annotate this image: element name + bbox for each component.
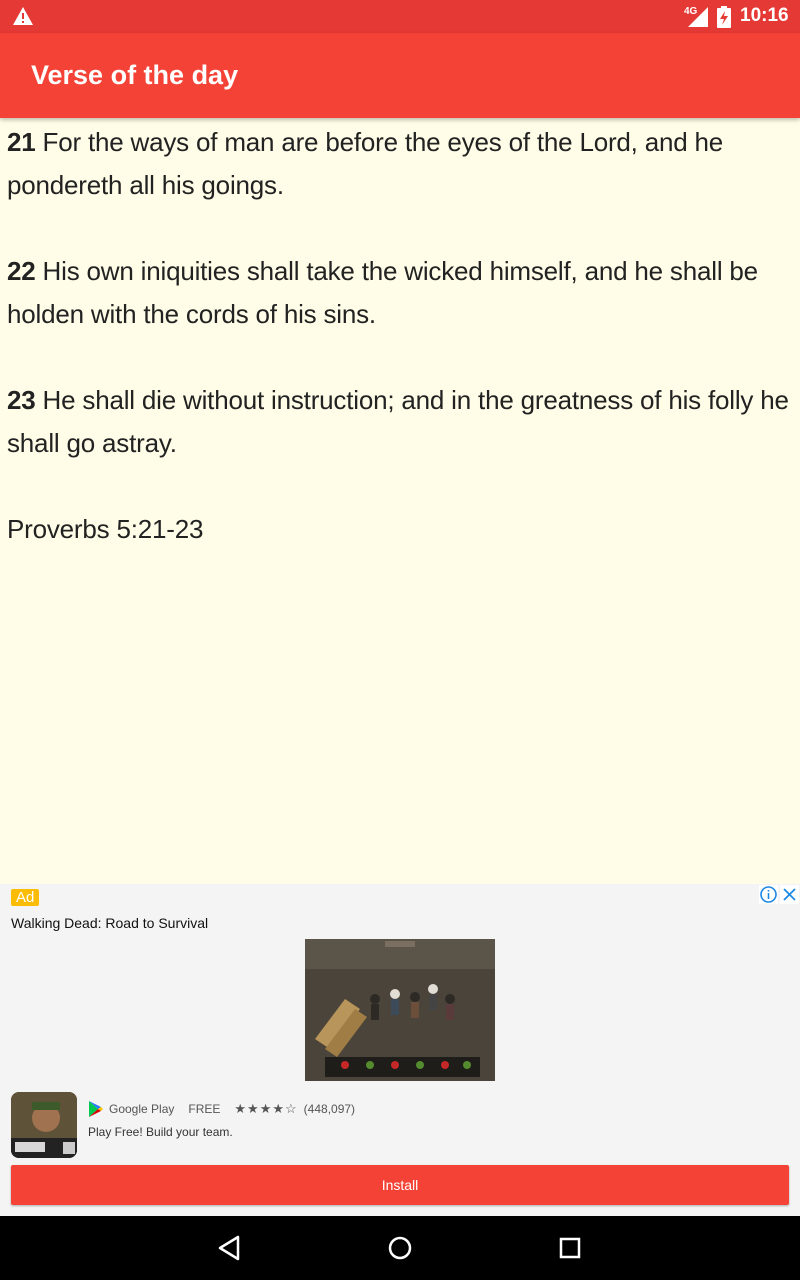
rating-count: (448,097) [303, 1102, 356, 1116]
home-icon[interactable] [384, 1232, 416, 1264]
verse-text: His own iniquities shall take the wicked himself, and he shall be holden with the cords of his sins. [7, 256, 758, 329]
page-title: Verse of the day [31, 60, 239, 90]
navigation-bar [0, 1216, 800, 1280]
signal-icon [688, 7, 708, 27]
verse-content [7, 121, 797, 551]
verse-number: 23 [7, 385, 36, 415]
app-bar [0, 33, 800, 118]
google-play-icon [89, 1101, 103, 1117]
verse-text: He shall die without instruction; and in the greatness of his folly he shall go astray. [7, 385, 789, 458]
clock: 10:16 [740, 5, 789, 26]
warning-icon [12, 6, 34, 26]
verse-reference: Proverbs 5:21-23 [7, 514, 204, 544]
network-type: 4G [684, 6, 698, 17]
ad-banner[interactable] [0, 884, 800, 1216]
info-icon[interactable] [759, 885, 778, 904]
verse-text: For the ways of man are before the eyes of the Lord, and he pondereth all his goings. [7, 127, 724, 200]
status-bar [0, 0, 800, 33]
game-app-icon [11, 1092, 77, 1158]
verse [7, 121, 797, 207]
rating-stars: ★★★★☆ [234, 1101, 298, 1116]
back-icon[interactable] [214, 1232, 246, 1264]
battery-charging-icon [717, 6, 731, 28]
verse [7, 379, 797, 465]
store-info [89, 1101, 355, 1117]
ad-tagline: Play Free! Build your team. [88, 1125, 233, 1139]
close-icon[interactable] [780, 885, 799, 904]
verse-number: 22 [7, 256, 36, 286]
verse-number: 21 [7, 127, 36, 157]
recents-icon[interactable] [554, 1232, 586, 1264]
app-icon[interactable] [11, 1092, 77, 1158]
store-name: Google Play [109, 1102, 175, 1116]
game-scene-image [305, 939, 495, 1081]
price-label: FREE [188, 1102, 221, 1116]
ad-title[interactable]: Walking Dead: Road to Survival [11, 915, 209, 931]
ad-badge: Ad [11, 889, 39, 906]
install-button[interactable]: Install [11, 1165, 789, 1205]
ad-screenshot[interactable] [305, 939, 495, 1081]
verse [7, 250, 797, 336]
